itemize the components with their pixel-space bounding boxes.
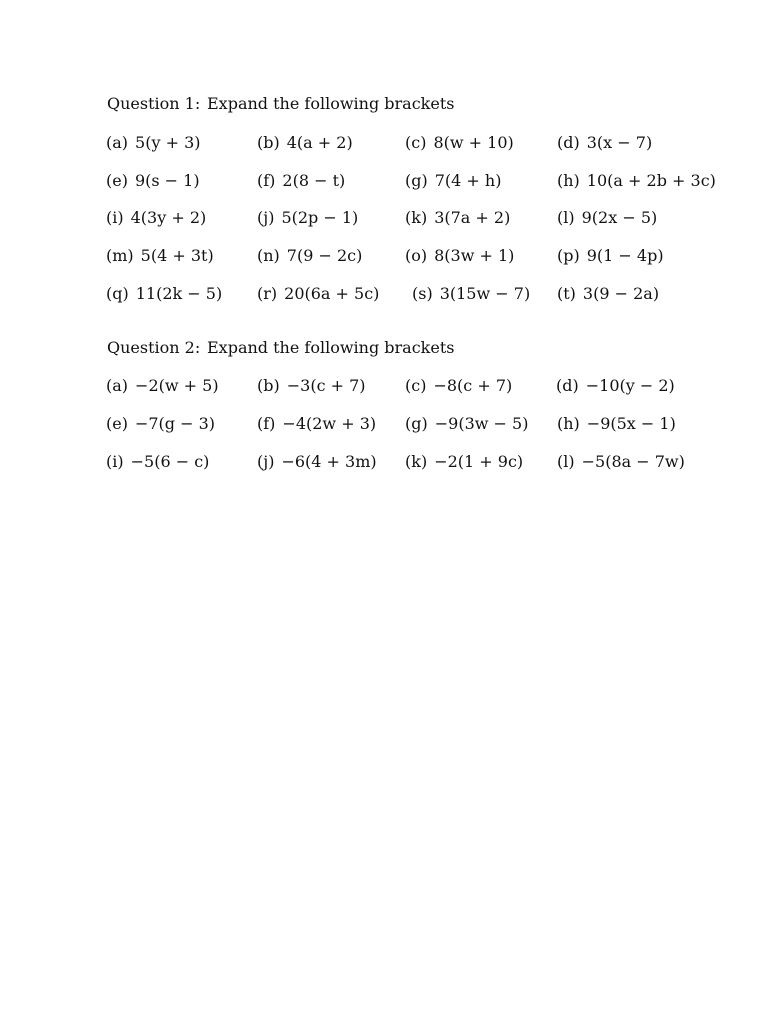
problem-expression: 3(9 − 2a) — [582, 284, 660, 303]
question-2-row-1 — [0, 375, 768, 397]
problem — [106, 132, 201, 154]
question-1-heading — [107, 94, 454, 113]
problem-label: (h) — [557, 414, 580, 433]
problem-expression: 3(15w − 7) — [439, 284, 531, 303]
problem — [405, 245, 514, 267]
problem — [557, 245, 664, 267]
question-1-row-2 — [0, 170, 768, 192]
problem-label: (l) — [557, 208, 575, 227]
question-1-row-4 — [0, 245, 768, 267]
problem — [106, 451, 209, 473]
problem-label: (i) — [106, 208, 124, 227]
problem — [257, 375, 366, 397]
problem-label: (l) — [557, 452, 575, 471]
problem — [257, 245, 362, 267]
problem-expression: 9(1 − 4p) — [586, 246, 664, 265]
problem-label: (g) — [405, 171, 428, 190]
problem-expression: 9(2x − 5) — [581, 208, 658, 227]
question-2-heading — [107, 338, 454, 357]
problem-label: (q) — [106, 284, 129, 303]
problem-label: (d) — [557, 133, 580, 152]
problem-label: (j) — [257, 208, 275, 227]
problem-label: (n) — [257, 246, 280, 265]
problem-label: (f) — [257, 414, 276, 433]
problem — [405, 207, 510, 229]
problem — [257, 132, 353, 154]
problem-expression: −2(w + 5) — [135, 376, 219, 395]
question-1-row-3 — [0, 207, 768, 229]
problem-label: (j) — [257, 452, 275, 471]
question-instruction: Expand the following brackets — [207, 338, 455, 357]
problem-expression: −3(c + 7) — [286, 376, 366, 395]
problem-label: (b) — [257, 376, 280, 395]
problem — [106, 375, 219, 397]
problem-label: (m) — [106, 246, 134, 265]
problem — [557, 451, 685, 473]
problem-label: (k) — [405, 452, 428, 471]
problem-expression: 8(3w + 1) — [434, 246, 515, 265]
problem-label: (g) — [405, 414, 428, 433]
problem-expression: 3(x − 7) — [586, 133, 653, 152]
problem-expression: 2(8 − t) — [282, 171, 346, 190]
question-number: Question 1: — [107, 94, 201, 113]
question-number: Question 2: — [107, 338, 201, 357]
problem — [106, 283, 222, 305]
problem — [405, 132, 514, 154]
problem-label: (r) — [257, 284, 278, 303]
problem-expression: −5(8a − 7w) — [581, 452, 685, 471]
problem-expression: −5(6 − c) — [130, 452, 210, 471]
problem-expression: −10(y − 2) — [585, 376, 675, 395]
problem-expression: 4(a + 2) — [286, 133, 353, 152]
problem-label: (e) — [106, 171, 128, 190]
problem-expression: −9(3w − 5) — [434, 414, 529, 433]
question-1-row-1 — [0, 132, 768, 154]
problem-label: (o) — [405, 246, 428, 265]
problem — [557, 413, 676, 435]
problem-expression: 5(4 + 3t) — [140, 246, 214, 265]
problem — [405, 413, 528, 435]
problem-expression: 5(y + 3) — [135, 133, 201, 152]
problem — [412, 283, 530, 305]
problem — [106, 207, 206, 229]
problem — [257, 170, 345, 192]
problem — [106, 170, 200, 192]
problem-label: (i) — [106, 452, 124, 471]
question-instruction: Expand the following brackets — [207, 94, 455, 113]
problem-label: (a) — [106, 376, 129, 395]
problem-label: (c) — [405, 376, 427, 395]
problem-expression: 20(6a + 5c) — [284, 284, 380, 303]
problem-label: (a) — [106, 133, 129, 152]
problem-expression: 7(4 + h) — [434, 171, 502, 190]
problem — [557, 170, 716, 192]
problem-label: (f) — [257, 171, 276, 190]
problem — [557, 132, 652, 154]
problem-label: (h) — [557, 171, 580, 190]
problem-label: (c) — [405, 133, 427, 152]
problem-label: (d) — [556, 376, 579, 395]
problem-expression: 3(7a + 2) — [434, 208, 511, 227]
problem-label: (k) — [405, 208, 428, 227]
problem-expression: 9(s − 1) — [134, 171, 200, 190]
problem-expression: 8(w + 10) — [433, 133, 514, 152]
problem-expression: 7(9 − 2c) — [286, 246, 363, 265]
problem-expression: 11(2k − 5) — [135, 284, 223, 303]
problem-label: (e) — [106, 414, 128, 433]
problem — [106, 245, 214, 267]
problem — [557, 283, 659, 305]
problem-label: (b) — [257, 133, 280, 152]
problem-expression: −4(2w + 3) — [282, 414, 377, 433]
problem — [257, 451, 377, 473]
problem-expression: 10(a + 2b + 3c) — [586, 171, 716, 190]
problem — [556, 375, 675, 397]
problem — [257, 413, 376, 435]
problem — [257, 207, 358, 229]
problem-label: (t) — [557, 284, 576, 303]
problem-expression: −7(g − 3) — [134, 414, 216, 433]
problem-expression: −8(c + 7) — [433, 376, 513, 395]
problem — [106, 413, 215, 435]
problem-expression: 5(2p − 1) — [281, 208, 359, 227]
problem-label: (s) — [412, 284, 433, 303]
problem-expression: −9(5x − 1) — [586, 414, 676, 433]
problem-expression: −2(1 + 9c) — [434, 452, 524, 471]
problem — [405, 170, 501, 192]
question-2-row-2 — [0, 413, 768, 435]
question-1-row-5 — [0, 283, 768, 305]
problem — [405, 451, 523, 473]
problem-expression: −6(4 + 3m) — [281, 452, 377, 471]
problem — [257, 283, 379, 305]
problem-label: (p) — [557, 246, 580, 265]
problem-expression: 4(3y + 2) — [130, 208, 207, 227]
question-2-row-3 — [0, 451, 768, 473]
problem — [405, 375, 512, 397]
problem — [557, 207, 657, 229]
